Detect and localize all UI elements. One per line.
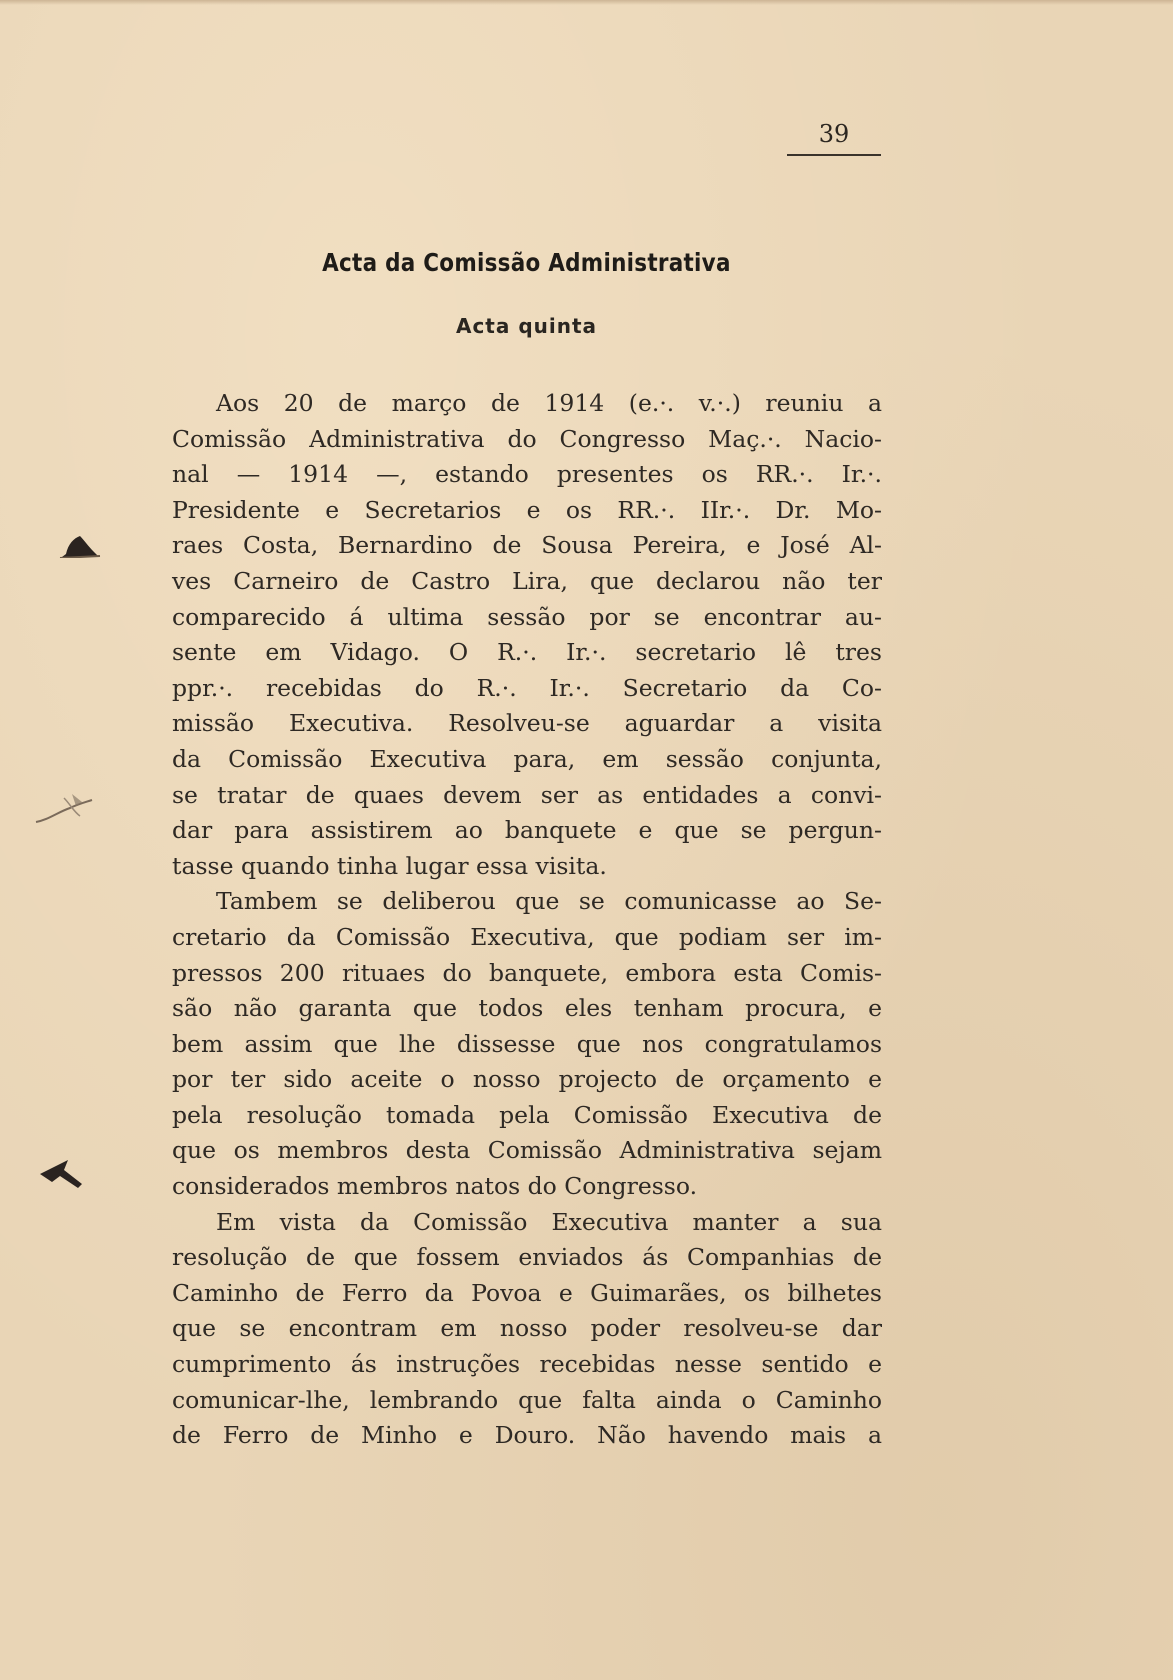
text-line: pressos 200 rituaes do banquete, embora esta Comis-	[172, 958, 882, 987]
text-line: resolução de que fossem enviados ás Companhias de	[172, 1243, 882, 1272]
text-line: Presidente e Secretarios e os RR.·. IIr.·. Dr. Mo-	[172, 495, 882, 524]
text-line: ves Carneiro de Castro Lira, que declarou não ter	[172, 566, 882, 595]
text-line: bem assim que lhe dissesse que nos congratulamos	[172, 1029, 882, 1058]
text-line: dar para assistirem ao banquete e que se pergun-	[172, 816, 882, 845]
text-line: considerados membros natos do Congresso.	[172, 1172, 698, 1201]
document-title: Acta da Comissão Administrativa	[322, 248, 731, 277]
text-line: Caminho de Ferro da Povoa e Guimarães, os bilhetes	[172, 1278, 882, 1307]
text-line: da Comissão Executiva para, em sessão conjunta,	[172, 744, 882, 773]
text-line: Aos 20 de março de 1914 (e.·. v.·.) reuniu a	[216, 389, 882, 417]
text-line: se tratar de quaes devem ser as entidades a convi-	[172, 780, 882, 809]
arrow-ink-mark	[38, 1154, 86, 1190]
text-line: comunicar-lhe, lembrando que falta ainda o Caminho	[172, 1385, 882, 1414]
text-line: que os membros desta Comissão Administrativa sejam	[172, 1136, 882, 1165]
pencil-scribble-mark	[30, 790, 96, 828]
text-line: são não garanta que todos eles tenham procura, e	[172, 994, 882, 1023]
text-line: de Ferro de Minho e Douro. Não havendo mais a	[172, 1421, 882, 1450]
text-line: comparecido á ultima sessão por se encontrar au-	[172, 602, 882, 631]
page-top-edge	[0, 0, 1173, 5]
text-line: sente em Vidago. O R.·. Ir.·. secretario lê tres	[172, 638, 882, 667]
text-line: Em vista da Comissão Executiva manter a sua	[216, 1207, 882, 1236]
page-number-rule	[787, 154, 881, 156]
page-number: 39	[818, 120, 850, 148]
text-line: nal — 1914 —, estando presentes os RR.·. Ir.·.	[172, 460, 882, 489]
document-subtitle: Acta quinta	[455, 314, 598, 338]
text-line: por ter sido aceite o nosso projecto de orçamento e	[172, 1065, 882, 1094]
text-line: que se encontram em nosso poder resolveu-se dar	[172, 1314, 882, 1343]
text-line: raes Costa, Bernardino de Sousa Pereira, e José Al-	[172, 531, 882, 560]
text-line: missão Executiva. Resolveu-se aguardar a visita	[172, 709, 882, 738]
body-text	[172, 386, 882, 1454]
text-line: Comissão Administrativa do Congresso Maç.·. Nacio-	[172, 424, 882, 453]
text-line: Tambem se deliberou que se comunicasse ao Se-	[216, 887, 882, 916]
text-line: tasse quando tinha lugar essa visita.	[172, 851, 607, 880]
text-line: pela resolução tomada pela Comissão Executiva de	[172, 1100, 882, 1129]
text-line: ppr.·. recebidas do R.·. Ir.·. Secretario da Co-	[172, 673, 882, 702]
text-line: cretario da Comissão Executiva, que podiam ser im-	[172, 922, 882, 951]
ink-blot-mark	[58, 532, 102, 558]
text-line: cumprimento ás instruções recebidas nesse sentido e	[172, 1350, 882, 1379]
